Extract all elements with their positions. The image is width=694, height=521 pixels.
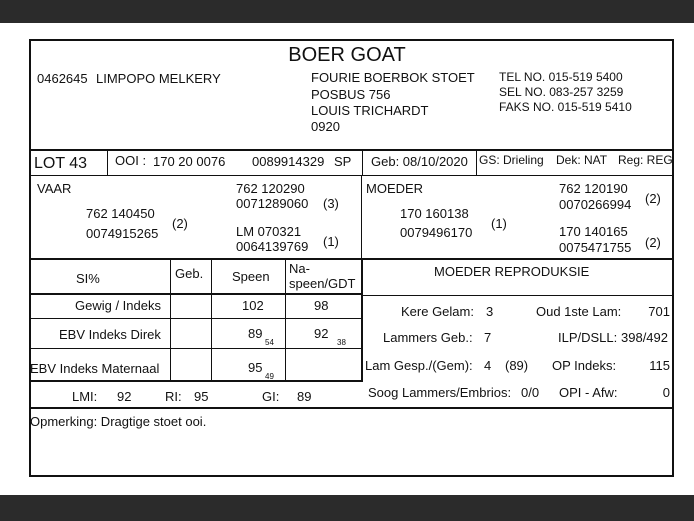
gi-label: GI: <box>262 389 280 404</box>
page-title: BOER GOAT <box>288 44 406 66</box>
row-label-ebv-maternaal: EBV Indeks Maternaal <box>30 361 160 376</box>
divider <box>285 259 286 380</box>
gs-type: GS: Drieling <box>479 153 544 167</box>
divider <box>361 259 363 382</box>
divider <box>29 293 362 295</box>
page <box>0 23 694 495</box>
oud-value: 701 <box>648 304 670 319</box>
maternaal-speen: 95 <box>248 360 263 375</box>
divider <box>29 407 674 409</box>
vaar-label: VAAR <box>37 181 72 196</box>
direk-naspeen: 92 <box>314 326 329 341</box>
lot-number: LOT 43 <box>34 155 88 172</box>
oud-label: Oud 1ste Lam: <box>536 304 622 319</box>
row-label-ebv-direk: EBV Indeks Direk <box>59 327 161 342</box>
ooi-reg: 0089914329 <box>252 154 325 169</box>
remark: Opmerking: Dragtige stoet ooi. <box>30 414 207 429</box>
vaar-dam-id: LM 070321 <box>236 224 302 239</box>
divider <box>29 258 674 260</box>
vaar-sire-id: 762 120290 <box>236 181 305 196</box>
divider <box>476 150 477 175</box>
address-line-1: POSBUS 756 <box>311 87 391 102</box>
row-label-gewig: Gewig / Indeks <box>75 298 161 313</box>
birth-date: Geb: 08/10/2020 <box>371 154 468 169</box>
ilp-value: 398/492 <box>621 330 668 345</box>
moeder-sire-id: 762 120190 <box>559 181 628 196</box>
op-value: 115 <box>649 358 670 373</box>
gi-value: 89 <box>297 389 312 404</box>
moeder-grand-id: 170 160138 <box>400 206 469 221</box>
vaar-sire-count: (3) <box>323 196 339 211</box>
op-label: OP Indeks: <box>552 358 617 373</box>
moeder-grand-count: (1) <box>491 216 507 231</box>
geb-header: Geb. <box>175 266 204 281</box>
opi-label: OPI - Afw: <box>559 385 618 400</box>
vaar-dam-count: (1) <box>323 234 339 249</box>
moeder-dam-reg: 0075471755 <box>559 240 632 255</box>
moeder-dam-count: (2) <box>645 235 661 250</box>
speen-header: Speen <box>232 269 270 284</box>
ooi-label: OOI : <box>115 153 147 168</box>
lmi-value: 92 <box>117 389 132 404</box>
moeder-sire-reg: 0070266994 <box>559 197 632 212</box>
divider <box>29 318 362 319</box>
si-header: SI% <box>76 271 100 286</box>
divider <box>361 175 362 258</box>
address-line-2: LOUIS TRICHARDT <box>311 103 429 118</box>
faks-number: FAKS NO. 015-519 5410 <box>499 100 632 114</box>
ilp-label: ILP/DSLL: <box>558 330 618 345</box>
opi-value: 0 <box>662 385 670 400</box>
lammers-label: Lammers Geb.: <box>383 330 473 345</box>
dek-type: Dek: NAT <box>556 153 608 167</box>
gesp-label: Lam Gesp./(Gem): <box>365 358 473 373</box>
kere-value: 3 <box>486 304 494 319</box>
ri-label: RI: <box>165 389 182 404</box>
reg-status: Reg: REG <box>618 153 673 167</box>
lammers-value: 7 <box>484 330 492 345</box>
direk-speen-sub: 54 <box>265 338 274 347</box>
moeder-dam-id: 170 140165 <box>559 224 628 239</box>
divider <box>362 150 363 175</box>
ooi-code: SP <box>334 154 352 169</box>
divider <box>362 295 674 296</box>
direk-speen: 89 <box>248 326 263 341</box>
vaar-grand-count: (2) <box>172 216 188 231</box>
ri-value: 95 <box>194 389 209 404</box>
vaar-grand-reg: 0074915265 <box>86 226 159 241</box>
lmi-label: LMI: <box>72 389 98 404</box>
kere-label: Kere Gelam: <box>401 304 474 319</box>
divider <box>29 380 362 382</box>
divider <box>29 175 674 176</box>
moeder-sire-count: (2) <box>645 191 661 206</box>
maternaal-speen-sub: 49 <box>265 372 274 381</box>
naspeen-header: Na- <box>289 261 310 276</box>
direk-naspeen-sub: 38 <box>337 338 346 347</box>
address-line-3: 0920 <box>311 119 340 134</box>
divider <box>211 259 212 380</box>
gesp-value: 4 <box>484 358 492 373</box>
divider <box>107 150 108 175</box>
vaar-sire-reg: 0071289060 <box>236 196 309 211</box>
stud-name: FOURIE BOERBOK STOET <box>311 70 475 85</box>
sel-number: SEL NO. 083-257 3259 <box>499 85 624 99</box>
gewig-speen: 102 <box>242 298 264 313</box>
vaar-grand-id: 762 140450 <box>86 206 155 221</box>
gem-value: (89) <box>505 358 529 373</box>
vaar-dam-reg: 0064139769 <box>236 239 309 254</box>
moeder-grand-reg: 0079496170 <box>400 225 473 240</box>
moeder-label: MOEDER <box>366 181 424 196</box>
repro-title: MOEDER REPRODUKSIE <box>434 264 590 279</box>
farm-code: 0462645 <box>37 71 88 86</box>
divider <box>29 149 674 151</box>
tel-number: TEL NO. 015-519 5400 <box>499 70 623 84</box>
naspeen-header-2: speen/GDT <box>289 276 356 291</box>
soog-value: 0/0 <box>521 385 540 400</box>
ooi-id: 170 20 0076 <box>153 154 226 169</box>
divider <box>29 348 362 349</box>
soog-label: Soog Lammers/Embrios: <box>368 385 512 400</box>
divider <box>170 259 171 380</box>
farm-name: LIMPOPO MELKERY <box>96 71 221 86</box>
gewig-naspeen: 98 <box>314 298 329 313</box>
